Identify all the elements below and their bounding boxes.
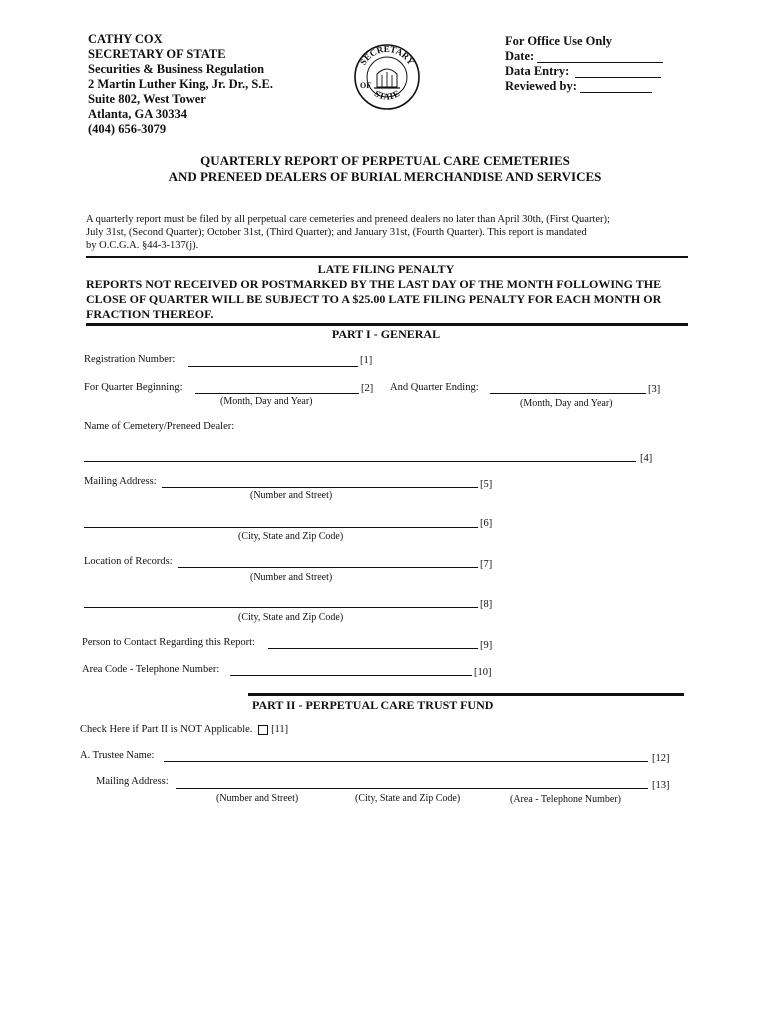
field-number: [2]: [361, 383, 374, 394]
seal-text-bottom: STATE: [372, 88, 402, 102]
agency-line: Securities & Business Regulation: [88, 62, 265, 76]
divider: [86, 256, 688, 258]
office-date-field[interactable]: [537, 62, 663, 63]
state-seal-icon: [352, 42, 422, 112]
svg-text:SECRETARY: [358, 44, 416, 67]
quarter-begin-label: For Quarter Beginning:: [84, 382, 183, 393]
penalty-line: CLOSE OF QUARTER WILL BE SUBJECT TO A $25.00 LATE FILING PENALTY FOR EACH MONTH OR: [86, 292, 662, 306]
agency-line: CATHY COX: [88, 32, 163, 46]
mailing-street-field[interactable]: [162, 487, 478, 488]
records-city-field[interactable]: [84, 607, 478, 608]
trustee-mailing-field[interactable]: [176, 788, 648, 789]
field-number: [13]: [652, 780, 670, 791]
agency-line: (404) 656-3079: [88, 122, 167, 136]
mailing-city-field[interactable]: [84, 527, 478, 528]
registration-label: Registration Number:: [84, 354, 176, 365]
agency-line: SECRETARY OF STATE: [88, 47, 226, 61]
penalty-line: FRACTION THEREOF.: [86, 307, 214, 321]
intro-line: by O.C.G.A. §44-3-137(j).: [86, 240, 199, 251]
report-title: [60, 153, 710, 185]
divider: [86, 323, 688, 326]
registration-field[interactable]: [188, 366, 358, 367]
field-number: [3]: [648, 384, 661, 395]
part2-check-label: [80, 724, 288, 735]
quarter-end-field[interactable]: [490, 393, 646, 394]
field-number: [11]: [271, 724, 289, 735]
date-caption: (Month, Day and Year): [220, 396, 313, 407]
field-number: [1]: [360, 355, 373, 366]
field-number: [8]: [480, 599, 493, 610]
field-number: [12]: [652, 753, 670, 764]
field-number: [5]: [480, 479, 493, 490]
part2-not-applicable-checkbox[interactable]: [258, 725, 268, 735]
office-data-entry-label: Data Entry:: [505, 64, 570, 78]
trustee-mailing-label: Mailing Address:: [96, 776, 169, 787]
field-number: [7]: [480, 559, 493, 570]
office-use-title: For Office Use Only: [505, 34, 613, 48]
city-caption: (City, State and Zip Code): [355, 793, 461, 804]
svg-text:STATE: [373, 88, 402, 101]
office-reviewed-field[interactable]: [580, 92, 652, 93]
report-title-line2: AND PRENEED DEALERS OF BURIAL MERCHANDISE AND SERVICES: [168, 169, 602, 184]
seal-text-top: SECRETARY: [357, 43, 417, 67]
contact-field[interactable]: [268, 648, 478, 649]
city-caption: (City, State and Zip Code): [238, 612, 344, 623]
trustee-field[interactable]: [164, 761, 648, 762]
seal-text-left: OF: [360, 81, 372, 90]
city-caption: (City, State and Zip Code): [238, 531, 344, 542]
date-caption: (Month, Day and Year): [520, 398, 613, 409]
part1-title: PART I - GENERAL: [331, 327, 441, 341]
office-date-label: Date:: [505, 49, 535, 63]
field-number: [9]: [480, 640, 493, 651]
penalty-title: LATE FILING PENALTY: [317, 262, 455, 276]
mailing-label: Mailing Address:: [84, 476, 157, 487]
street-caption: (Number and Street): [216, 793, 299, 804]
penalty-line: REPORTS NOT RECEIVED OR POSTMARKED BY THE LAST DAY OF THE MONTH FOLLOWING THE: [86, 277, 662, 291]
report-title-line1: QUARTERLY REPORT OF PERPETUAL CARE CEMETERIES: [200, 153, 570, 168]
penalty-text: [86, 277, 661, 322]
dealer-name-label: Name of Cemetery/Preneed Dealer:: [84, 421, 235, 432]
intro-text: [86, 213, 706, 252]
quarter-begin-field[interactable]: [195, 393, 359, 394]
quarter-end-label: And Quarter Ending:: [390, 382, 479, 393]
records-label: Location of Records:: [84, 556, 173, 567]
office-use-block: [505, 34, 675, 94]
telephone-label: Area Code - Telephone Number:: [82, 664, 220, 675]
contact-label: Person to Contact Regarding this Report:: [82, 637, 255, 648]
records-street-field[interactable]: [178, 567, 478, 568]
agency-line: 2 Martin Luther King, Jr. Dr., S.E.: [88, 77, 273, 91]
dealer-name-field[interactable]: [84, 461, 636, 462]
part2-check-text: Check Here if Part II is NOT Applicable.: [80, 724, 253, 735]
office-reviewed-label: Reviewed by:: [505, 79, 577, 93]
field-number: [10]: [474, 667, 492, 678]
phone-caption: (Area - Telephone Number): [510, 794, 622, 805]
intro-line: A quarterly report must be filed by all perpetual care cemeteries and preneed dealers no later than April 30th, (First Quarter);: [86, 214, 610, 225]
telephone-field[interactable]: [230, 675, 472, 676]
street-caption: (Number and Street): [250, 572, 333, 583]
intro-line: July 31st, (Second Quarter); October 31st, (Third Quarter); and January 31st, (Fourth Quarter). This report is mandated: [86, 227, 587, 238]
agency-block: [88, 32, 273, 137]
divider: [248, 693, 684, 696]
office-data-entry-field[interactable]: [575, 77, 661, 78]
part2-title: PART II - PERPETUAL CARE TRUST FUND: [252, 698, 494, 712]
agency-line: Atlanta, GA 30334: [88, 107, 187, 121]
field-number: [6]: [480, 518, 493, 529]
agency-line: Suite 802, West Tower: [88, 92, 206, 106]
field-number: [4]: [640, 453, 653, 464]
street-caption: (Number and Street): [250, 490, 333, 501]
trustee-label: A. Trustee Name:: [80, 750, 155, 761]
